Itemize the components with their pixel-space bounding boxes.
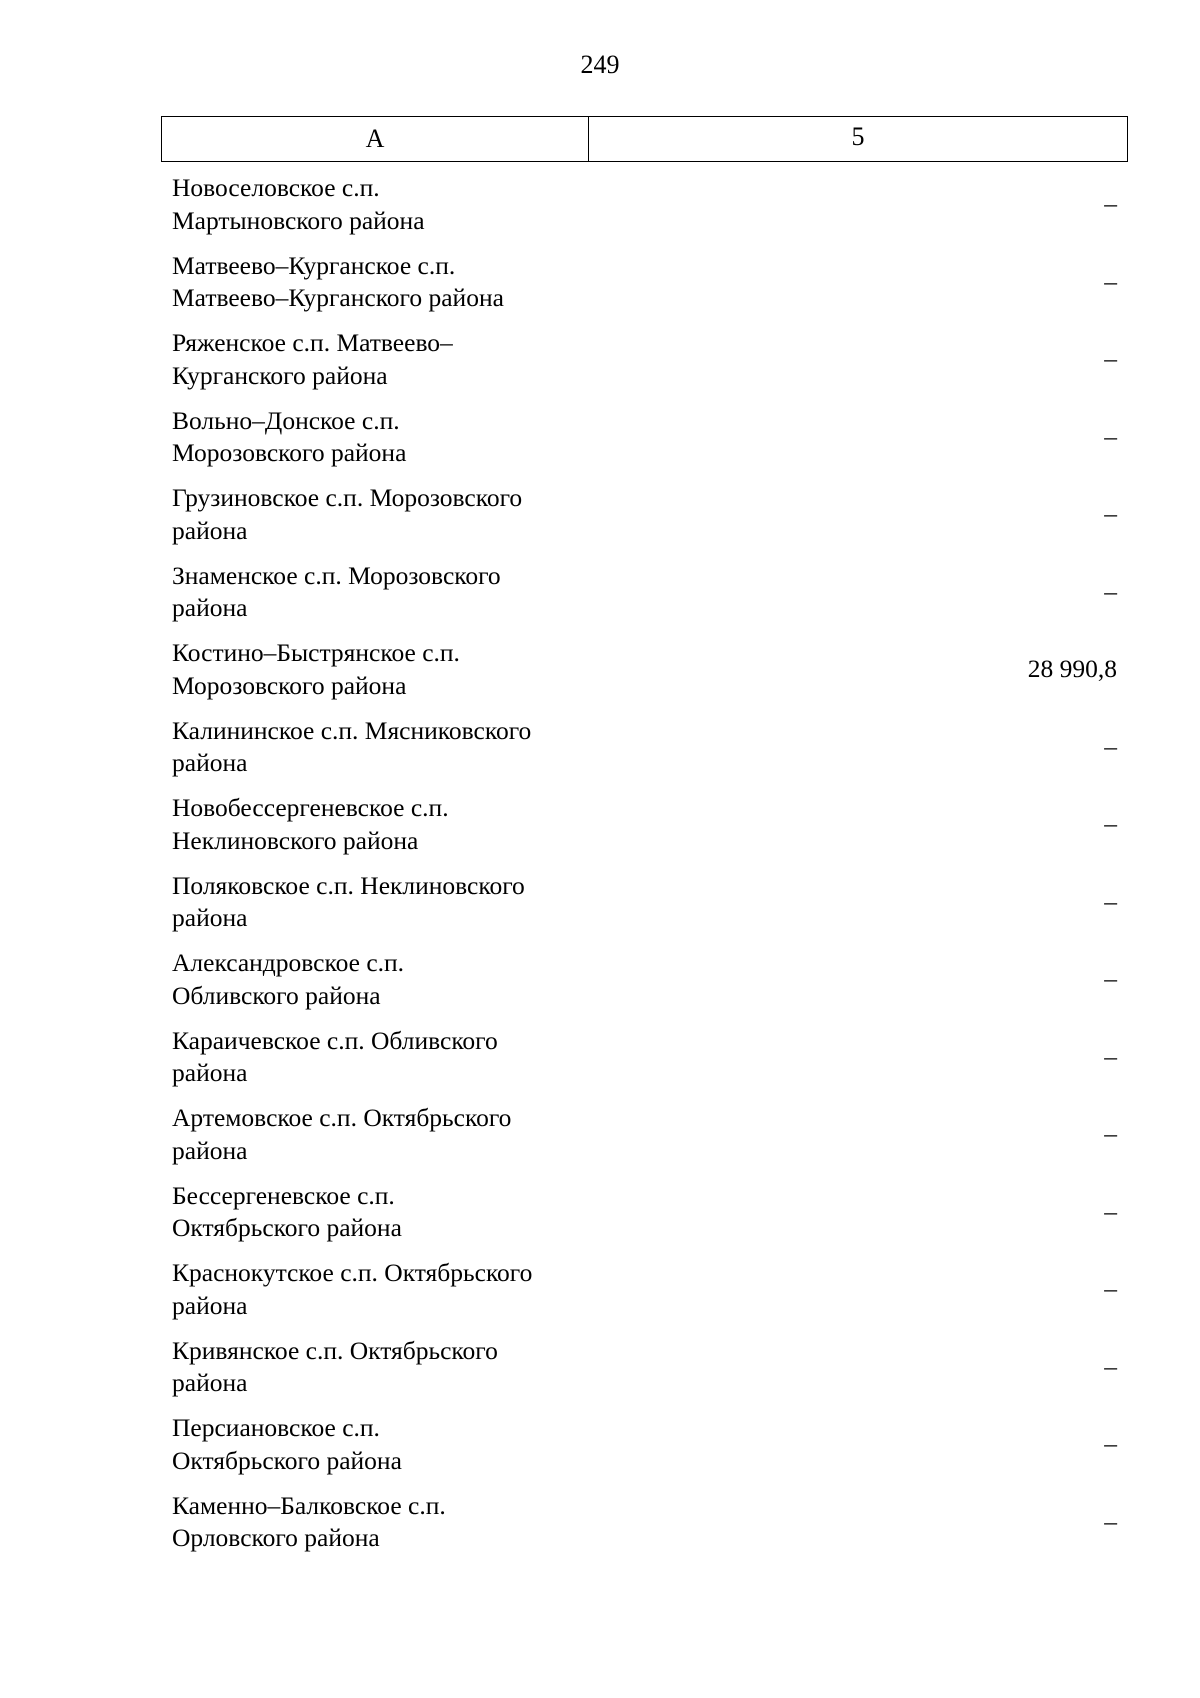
settlement-name: Вольно–Донское с.п. Морозовского района (172, 405, 407, 467)
settlement-value: – (1104, 344, 1117, 373)
settlement-name: Александровское с.п. Обливского района (172, 948, 405, 1010)
settlement-value: – (1104, 499, 1117, 528)
table-row (161, 1335, 1128, 1413)
settlement-name: Бессергеневское с.п. Октябрьского района (172, 1180, 402, 1242)
settlement-value: – (1104, 1041, 1117, 1071)
table-row (161, 172, 1128, 250)
table-row (161, 870, 1128, 948)
table-row (161, 327, 1128, 405)
settlement-value: – (1104, 1506, 1117, 1536)
settlement-name: Краснокутское с.п. Октябрьского района (172, 1258, 533, 1320)
settlement-value: 28 990,8 (1027, 654, 1117, 683)
settlement-value: – (1104, 809, 1117, 838)
settlement-value: – (1104, 189, 1117, 218)
settlement-name: Знаменское с.п. Морозовского района (172, 560, 501, 622)
settlement-name: Новоселовское с.п. Мартыновского района (172, 173, 425, 235)
table-header (161, 116, 1128, 162)
settlement-value: – (1104, 964, 1117, 993)
table-row (161, 792, 1128, 870)
table-row (161, 1180, 1128, 1258)
settlement-name: Артемовское с.п. Октябрьского района (172, 1103, 512, 1165)
settlement-value: – (1104, 886, 1117, 916)
settlement-name: Калининское с.п. Мясниковского района (172, 715, 532, 777)
table-row (161, 405, 1128, 483)
header-cell-5: 5 (851, 122, 865, 151)
table-row (161, 1257, 1128, 1335)
table-row (161, 1102, 1128, 1180)
settlement-value: – (1104, 1351, 1117, 1381)
settlement-name: Матвеево–Курганское с.п. Матвеево–Курганского района (172, 250, 504, 312)
table-row (161, 1025, 1128, 1103)
settlement-name: Грузиновское с.п. Морозовского района (172, 483, 523, 545)
settlement-name: Кривянское с.п. Октябрьского района (172, 1335, 498, 1397)
settlement-name: Караичевское с.п. Обливского района (172, 1025, 498, 1087)
settlement-name: Ряженское с.п. Матвеево– Курганского района (172, 328, 453, 390)
settlement-value: – (1104, 1429, 1117, 1458)
settlement-value: – (1104, 731, 1117, 761)
header-cell-a: А (162, 117, 589, 161)
table-row (161, 482, 1128, 560)
table-row (161, 560, 1128, 638)
table-body (161, 172, 1128, 1567)
settlement-name: Персиановское с.п. Октябрьского района (172, 1413, 402, 1475)
table-row (161, 947, 1128, 1025)
settlement-name: Каменно–Балковское с.п. Орловского района (172, 1490, 446, 1552)
table-row (161, 250, 1128, 328)
page-number: 249 (580, 50, 620, 79)
table-row (161, 1490, 1128, 1568)
settlement-value: – (1104, 1196, 1117, 1226)
settlement-value: – (1104, 1274, 1117, 1303)
table-row (161, 1412, 1128, 1490)
settlement-value: – (1104, 266, 1117, 296)
settlement-name: Костино–Быстрянское с.п. Морозовского района (172, 638, 460, 700)
settlement-value: – (1104, 421, 1117, 451)
settlement-name: Поляковское с.п. Неклиновского района (172, 870, 525, 932)
settlement-name: Новобессергеневское с.п. Неклиновского района (172, 793, 449, 855)
table-row (161, 637, 1128, 715)
settlement-value: – (1104, 576, 1117, 606)
settlement-value: – (1104, 1119, 1117, 1148)
table-row (161, 715, 1128, 793)
